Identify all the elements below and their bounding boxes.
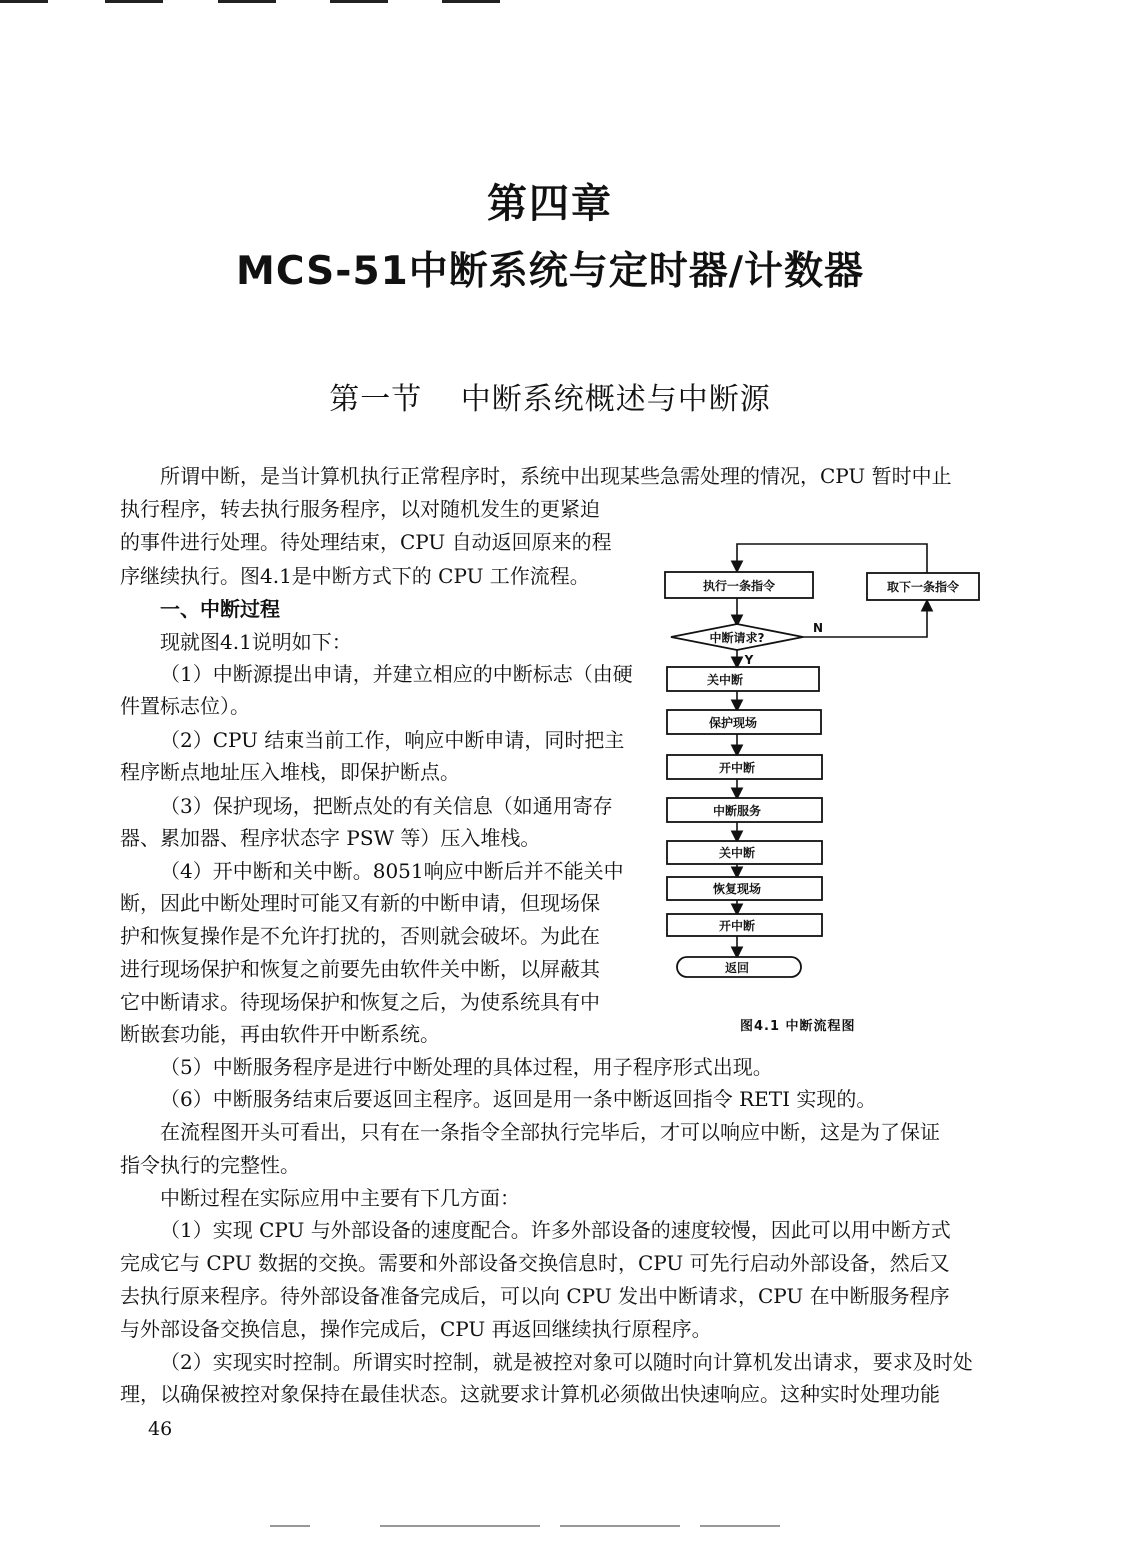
paragraph-line: 指令执行的完整性。 xyxy=(120,1153,300,1177)
chapter-title: 第四章 xyxy=(487,181,613,227)
fetch-next-label: 取下一条指令 xyxy=(886,580,960,594)
execute-label: 执行一条指令 xyxy=(702,579,776,593)
paragraph-line: （2）实现实时控制。所谓实时控制，就是被控对象可以随时向计算机发出请求，要求及时处 xyxy=(160,1350,973,1374)
paragraph-line: （3）保护现场，把断点处的有关信息（如通用寄存 xyxy=(160,794,613,818)
step-label: 中断服务 xyxy=(712,804,762,818)
paragraph-line: （4）开中断和关中断。8051响应中断后并不能关中 xyxy=(160,859,624,883)
paragraph-line: 断嵌套功能，再由软件开中断系统。 xyxy=(120,1022,440,1046)
paragraph-line: 它中断请求。待现场保护和恢复之后，为使系统具有中 xyxy=(120,990,600,1014)
paragraph-line: 与外部设备交换信息，操作完成后，CPU 再返回继续执行原程序。 xyxy=(120,1317,712,1341)
step-label: 开中断 xyxy=(718,919,756,933)
paragraph-line: （6）中断服务结束后要返回主程序。返回是用一条中断返回指令 RETI 实现的。 xyxy=(160,1087,877,1111)
paragraph-line: 程序断点地址压入堆栈，即保护断点。 xyxy=(120,760,460,784)
paragraph-line: 在流程图开头可看出，只有在一条指令全部执行完毕后，才可以响应中断，这是为了保证 xyxy=(160,1120,940,1144)
paragraph-line: 断，因此中断处理时可能又有新的中断申请，但现场保 xyxy=(120,891,600,915)
step-label: 恢复现场 xyxy=(712,882,762,896)
paragraph-line: 理，以确保被控对象保持在最佳状态。这就要求计算机必须做出快速响应。这种实时处理功能 xyxy=(120,1382,940,1406)
page-number: 46 xyxy=(148,1418,173,1440)
paragraph-line: （1）中断源提出申请，并建立相应的中断标志（由硬 xyxy=(160,662,633,686)
paragraph-line: 执行程序，转去执行服务程序，以对随机发生的更紧迫 xyxy=(120,497,600,521)
paragraph-line: 护和恢复操作是不允许打扰的，否则就会破坏。为此在 xyxy=(120,924,600,948)
subsection-heading: 一、中断过程 xyxy=(160,597,280,621)
step-label: 关中断 xyxy=(706,673,744,687)
paragraph-line: 进行现场保护和恢复之前要先由软件关中断，以屏蔽其 xyxy=(120,957,600,981)
step-label: 开中断 xyxy=(718,761,756,775)
yes-label: Y xyxy=(744,653,754,667)
figure-caption: 图4.1 中断流程图 xyxy=(740,1019,856,1034)
section-title: 第一节 中断系统概述与中断源 xyxy=(329,382,771,417)
decision-label: 中断请求? xyxy=(709,631,765,645)
flowchart-svg xyxy=(655,520,995,990)
return-label: 返回 xyxy=(724,961,750,975)
paragraph-line: 器、累加器、程序状态字 PSW 等）压入堆栈。 xyxy=(120,826,541,850)
paragraph-line: 件置标志位）。 xyxy=(120,694,250,718)
paragraph-line: 去执行原来程序。待外部设备准备完成后，可以向 CPU 发出中断请求，CPU 在中断服务程序 xyxy=(120,1284,950,1308)
paragraph-line: 所谓中断，是当计算机执行正常程序时，系统中出现某些急需处理的情况，CPU 暂时中止 xyxy=(160,464,952,488)
paragraph-line: （5）中断服务程序是进行中断处理的具体过程，用子程序形式出现。 xyxy=(160,1055,773,1079)
paragraph-line: 序继续执行。图4.1是中断方式下的 CPU 工作流程。 xyxy=(120,564,590,588)
loop-line xyxy=(737,544,927,573)
paragraph-line: 的事件进行处理。待处理结束，CPU 自动返回原来的程 xyxy=(120,530,612,554)
paragraph-line: 现就图4.1说明如下： xyxy=(160,630,352,654)
paragraph-line: 完成它与 CPU 数据的交换。需要和外部设备交换信息时，CPU 可先行启动外部设备，然后又 xyxy=(120,1251,950,1275)
step-label: 保护现场 xyxy=(708,716,758,730)
chapter-subtitle: MCS-51中断系统与定时器/计数器 xyxy=(236,249,864,294)
step-label: 关中断 xyxy=(718,846,756,860)
paragraph-line: （2）CPU 结束当前工作，响应中断申请，同时把主 xyxy=(160,728,625,752)
no-label: N xyxy=(812,621,824,635)
paragraph-line: （1）实现 CPU 与外部设备的速度配合。许多外部设备的速度较慢，因此可以用中断方式 xyxy=(160,1218,951,1242)
interrupt-flowchart xyxy=(655,520,995,990)
paragraph-line: 中断过程在实际应用中主要有下几方面： xyxy=(160,1186,520,1210)
